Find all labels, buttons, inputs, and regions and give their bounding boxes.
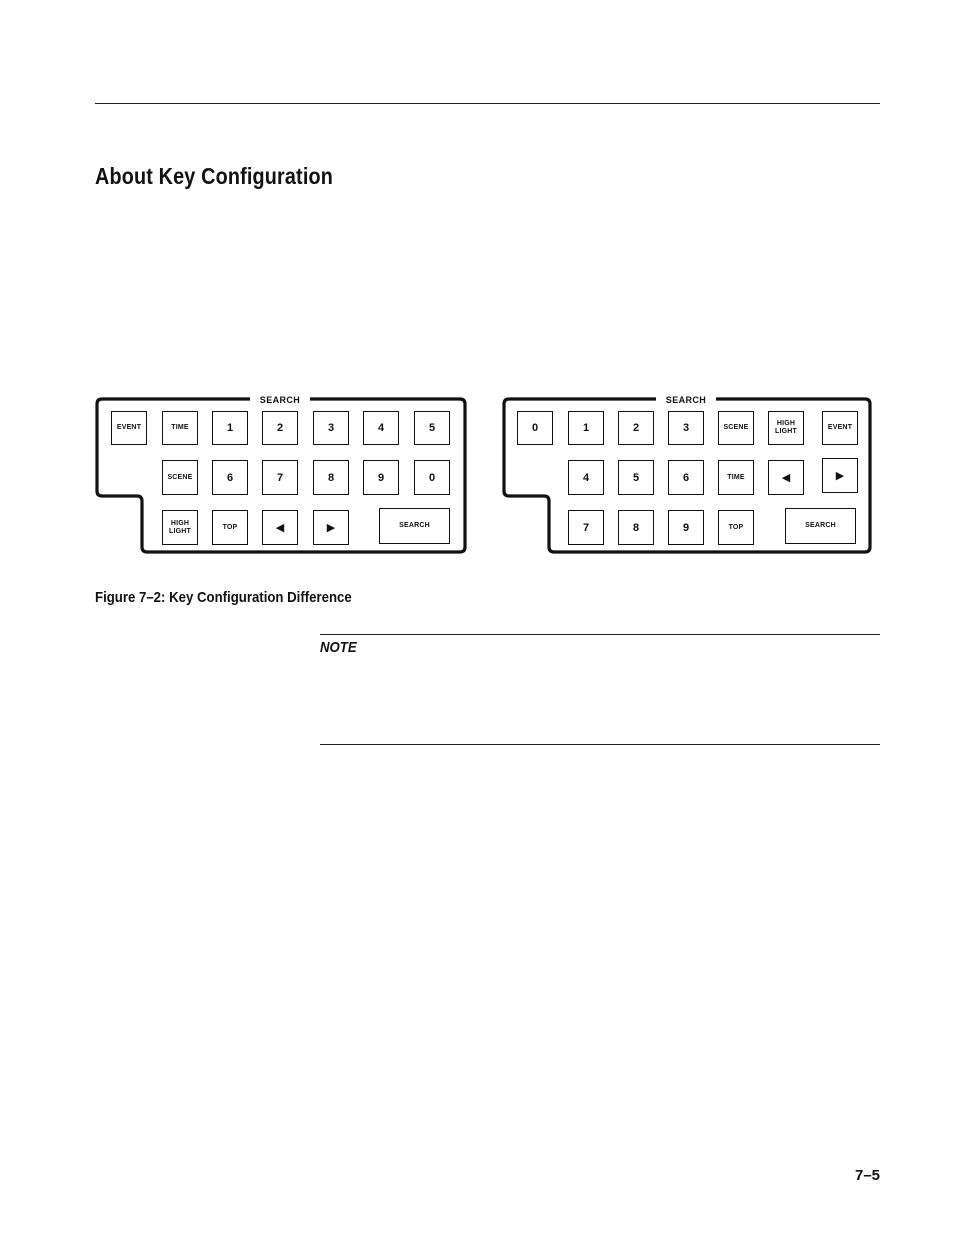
key-right-arrow-icon[interactable]: ▶ <box>822 458 858 493</box>
page-title: About Key Configuration <box>95 163 334 189</box>
key-left-arrow-icon[interactable]: ◀ <box>262 510 298 545</box>
key-5[interactable]: 5 <box>414 411 450 445</box>
key-9[interactable]: 9 <box>668 510 704 545</box>
key-0[interactable]: 0 <box>414 460 450 495</box>
key-7[interactable]: 7 <box>568 510 604 545</box>
key-3[interactable]: 3 <box>668 411 704 445</box>
key-highlight[interactable]: HIGH LIGHT <box>162 510 198 545</box>
key-9[interactable]: 9 <box>363 460 399 495</box>
key-6[interactable]: 6 <box>212 460 248 495</box>
note-bottom-rule <box>320 744 880 745</box>
key-1[interactable]: 1 <box>212 411 248 445</box>
key-time[interactable]: TIME <box>162 411 198 445</box>
key-4[interactable]: 4 <box>568 460 604 495</box>
key-6[interactable]: 6 <box>668 460 704 495</box>
key-search[interactable]: SEARCH <box>785 508 856 544</box>
keypad-figure-right <box>497 390 877 560</box>
page-number: 7–5 <box>855 1167 881 1184</box>
key-1[interactable]: 1 <box>568 411 604 445</box>
key-scene[interactable]: SCENE <box>162 460 198 495</box>
key-2[interactable]: 2 <box>262 411 298 445</box>
key-left-arrow-icon[interactable]: ◀ <box>768 460 804 495</box>
key-0[interactable]: 0 <box>517 411 553 445</box>
keypad-title: SEARCH <box>656 395 716 405</box>
key-right-arrow-icon[interactable]: ▶ <box>313 510 349 545</box>
figure-caption: Figure 7–2: Key Configuration Difference <box>95 589 352 606</box>
key-search[interactable]: SEARCH <box>379 508 450 544</box>
key-highlight[interactable]: HIGH LIGHT <box>768 411 804 445</box>
key-8[interactable]: 8 <box>618 510 654 545</box>
key-2[interactable]: 2 <box>618 411 654 445</box>
top-rule <box>95 103 880 104</box>
key-scene[interactable]: SCENE <box>718 411 754 445</box>
key-4[interactable]: 4 <box>363 411 399 445</box>
key-3[interactable]: 3 <box>313 411 349 445</box>
key-event[interactable]: EVENT <box>111 411 147 445</box>
key-5[interactable]: 5 <box>618 460 654 495</box>
keypad-title: SEARCH <box>250 395 310 405</box>
note-top-rule <box>320 634 880 635</box>
key-7[interactable]: 7 <box>262 460 298 495</box>
key-time[interactable]: TIME <box>718 460 754 495</box>
key-event[interactable]: EVENT <box>822 411 858 445</box>
note-label: NOTE <box>320 639 357 656</box>
key-top[interactable]: TOP <box>212 510 248 545</box>
key-8[interactable]: 8 <box>313 460 349 495</box>
key-top[interactable]: TOP <box>718 510 754 545</box>
keypad-figure-left <box>90 390 470 560</box>
